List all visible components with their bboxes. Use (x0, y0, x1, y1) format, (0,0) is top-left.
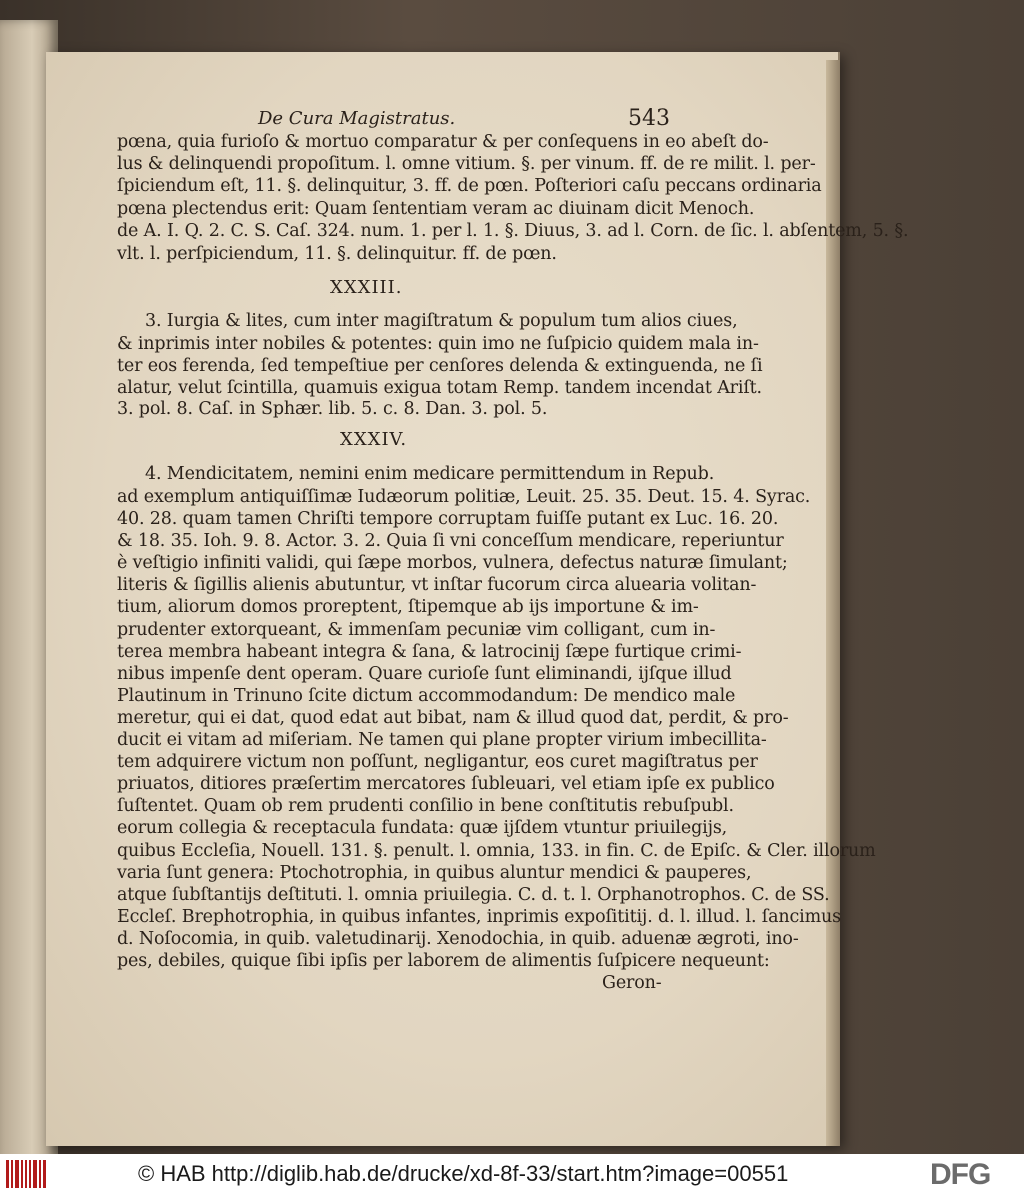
text-line: tem adquirere victum non poſſunt, negligantur, eos curet magiſtratus per (117, 752, 758, 772)
text-line: ſpiciendum eſt, 11. §. delinquitur, 3. ff. de pœn. Poſteriori caſu peccans ordinaria (117, 176, 822, 196)
text-line: lus & delinquendi propoſitum. l. omne vitium. §. per vinum. ff. de re milit. l. per- (117, 154, 816, 174)
section-heading-xxxiii: XXXIII. (330, 277, 403, 298)
text-line: è veſtigio infiniti validi, qui ſæpe morbos, vulnera, defectus naturæ ſimulant; (117, 553, 788, 573)
text-line: eorum collegia & receptacula fundata: quæ ijſdem vtuntur priuilegijs, (117, 818, 728, 838)
running-title: De Cura Magistratus. (258, 108, 456, 129)
text-line: terea membra habeant integra & ſana, & latrocinij ſæpe furtique crimi- (117, 642, 742, 662)
text-line: quibus Eccleſia, Nouell. 131. §. penult. l. omnia, 133. in fin. C. de Epiſc. & Cler. illorum (117, 841, 876, 861)
text-line: Eccleſ. Brephotrophia, in quibus infantes, inprimis expoſititij. d. l. illud. l. ſancimus (117, 907, 842, 927)
text-line: ad exemplum antiquiſſimæ Iudæorum politiæ, Leuit. 25. 35. Deut. 15. 4. Syrac. (117, 487, 811, 507)
page-number: 543 (628, 106, 670, 131)
text-line: ter eos ferenda, ſed tempeſtiue per cenſores delenda & extinguenda, ne ſi (117, 356, 763, 376)
copyright-url[interactable]: © HAB http://diglib.hab.de/drucke/xd-8f-33/start.htm?image=00551 (138, 1161, 789, 1186)
text-line: pœna plectendus erit: Quam ſententiam veram ac diuinam dicit Menoch. (117, 199, 755, 219)
text-line: ſuſtentet. Quam ob rem prudenti conſilio in bene conſtitutis rebuſpubl. (117, 796, 734, 816)
text-line: atque ſubſtantijs deſtituti. l. omnia priuilegia. C. d. t. l. Orphanotrophos. C. de SS. (117, 885, 830, 905)
text-line: prudenter extorqueant, & immenſam pecuniæ vim colligant, cum in- (117, 620, 716, 640)
hab-logo-icon (6, 1160, 46, 1188)
catchword: Geron- (602, 973, 662, 993)
text-line: tium, aliorum domos proreptent, ſtipemque ab ijs importune & im- (117, 597, 699, 617)
text-line: meretur, qui ei dat, quod edat aut bibat, nam & illud quod dat, perdit, & pro- (117, 708, 789, 728)
text-line: priuatos, ditiores præſertim mercatores ſubleuari, vel etiam ipſe ex publico (117, 774, 775, 794)
text-line: 3. Iurgia & lites, cum inter magiſtratum & populum tum alios ciues, (145, 311, 738, 331)
dfg-logo: DFG (930, 1158, 991, 1191)
text-line: ducit ei vitam ad miſeriam. Ne tamen qui plane propter virium imbecillita- (117, 730, 767, 750)
text-line: & inprimis inter nobiles & potentes: quin imo ne ſuſpicio quidem mala in- (117, 334, 759, 354)
text-line: & 18. 35. Ioh. 9. 8. Actor. 3. 2. Quia ſi vni conceſſum mendicare, reperiuntur (117, 531, 784, 551)
text-line: nibus impenſe dent operam. Quare curioſe ſunt eliminandi, ijſque illud (117, 664, 732, 684)
text-line: Plautinum in Trinuno ſcite dictum accommodandum: De mendico male (117, 686, 736, 706)
section-heading-xxxiv: XXXIV. (340, 429, 408, 450)
text-line: varia ſunt genera: Ptochotrophia, in quibus aluntur mendici & pauperes, (117, 863, 752, 883)
text-line: vlt. l. perſpiciendum, 11. §. delinquitur. ff. de pœn. (117, 244, 557, 264)
footer-bar (0, 1154, 1024, 1194)
text-line: literis & ſigillis alienis abutuntur, vt inſtar fucorum circa aluearia volitan- (117, 575, 757, 595)
text-line: d. Noſocomia, in quib. valetudinarij. Xenodochia, in quib. aduenæ ægroti, ino- (117, 929, 799, 949)
text-line: 3. pol. 8. Caſ. in Sphær. lib. 5. c. 8. Dan. 3. pol. 5. (117, 399, 548, 419)
text-line: 40. 28. quam tamen Chriſti tempore corruptam fuiſſe putant ex Luc. 16. 20. (117, 509, 779, 529)
text-line: 4. Mendicitatem, nemini enim medicare permittendum in Repub. (145, 464, 715, 484)
text-line: de A. I. Q. 2. C. S. Caſ. 324. num. 1. per l. 1. §. Diuus, 3. ad l. Corn. de ſic. l. abſentem, 5. §. (117, 221, 909, 241)
text-line: alatur, velut ſcintilla, quamuis exigua totam Remp. tandem incendat Ariſt. (117, 378, 762, 398)
text-line: pœna, quia furioſo & mortuo comparatur & per conſequens in eo abeſt do- (117, 132, 769, 152)
text-line: pes, debiles, quique ſibi ipſis per laborem de alimentis ſuſpicere nequeunt: (117, 951, 770, 971)
